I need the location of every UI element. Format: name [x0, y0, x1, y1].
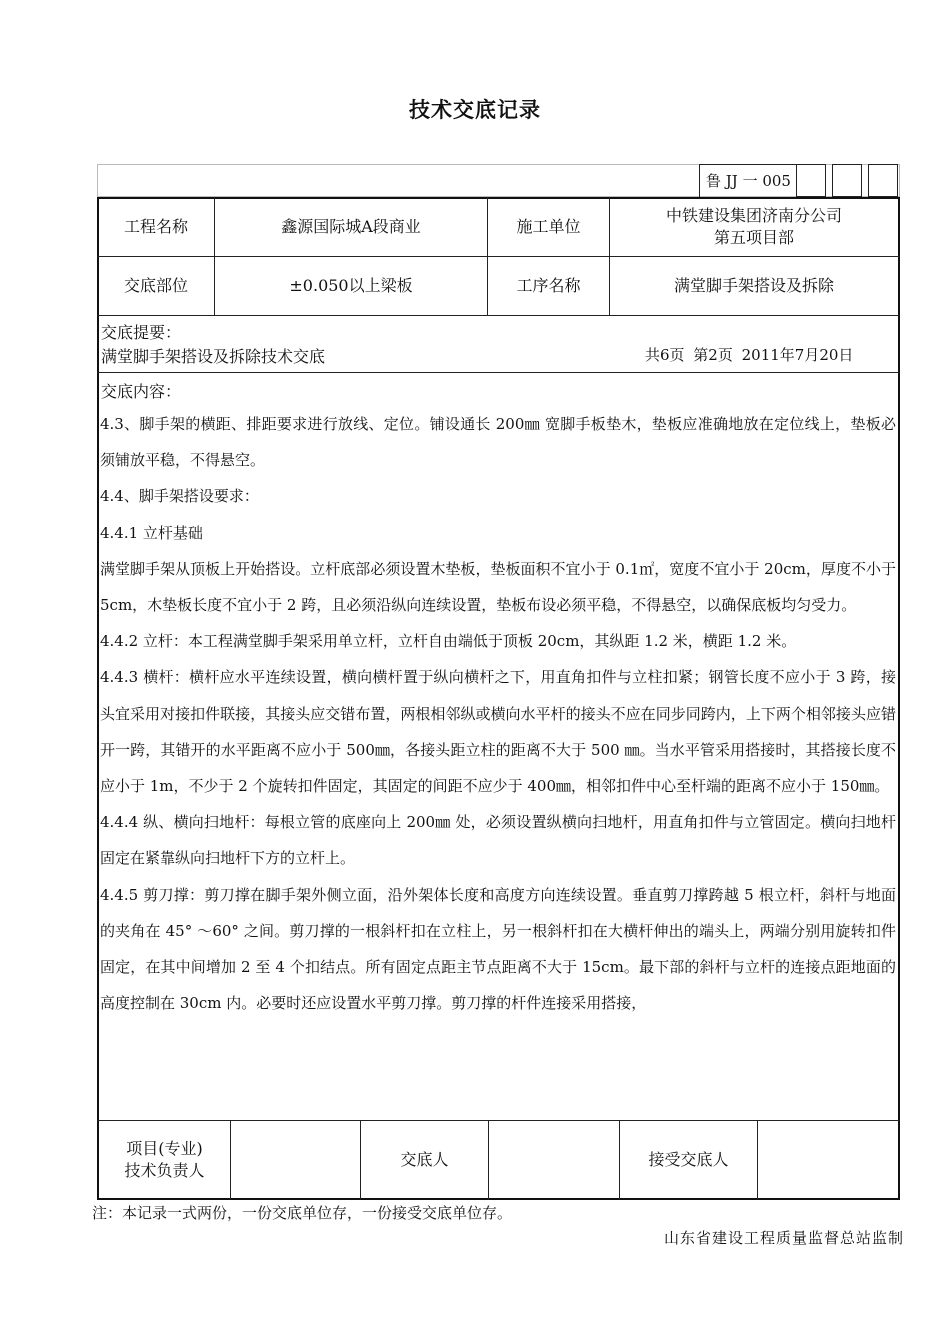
content-paragraph: 4.4.5 剪刀撑：剪刀撑在脚手架外侧立面，沿外架体长度和高度方向连续设置。垂直剪刀撑跨越 5 根立杆，斜杆与地面的夹角在 45° ～60° 之间。剪刀撑的一根斜杆扣在立柱上，另一根斜杆扣在大横杆伸出的端头上，两端分别用旋转扣件固定，在其中间增加 2 至 4 个扣结点。所有固定点距主节点距离不大于 15cm。最下部的斜杆与立杆的连接点距地面的高度控制在 30cm 内。必要时还应设置水平剪刀撑。剪刀撑的杆件连接采用搭接，	[100, 885, 896, 1013]
tech-lead-line-2: 技术负责人	[124, 1160, 205, 1180]
content-paragraph: 4.3、脚手架的横距、排距要求进行放线、定位。铺设通长 200㎜ 宽脚手板垫木，垫板应准确地放在定位线上，垫板必须铺放平稳，不得悬空。	[100, 415, 896, 470]
project-name-label: 工程名称	[123, 217, 188, 236]
code-box-3	[868, 164, 898, 197]
receiver-signature-field	[758, 1121, 898, 1198]
contractor-label: 施工单位	[516, 217, 581, 236]
form-code: 鲁 JJ 一 005	[699, 164, 796, 197]
content-body	[100, 406, 896, 1021]
content-paragraph: 满堂脚手架从顶板上开始搭设。立杆底部必须设置木垫板，垫板面积不宜小于 0.1㎡，宽度不宜小于 20cm，厚度不小于 5cm，木垫板长度不宜小于 2 跨，且必须沿纵向连续设置，垫板布设必须平稳，不得悬空，以确保底板均匀受力。	[100, 559, 896, 615]
content-label: 交底内容：	[101, 382, 182, 401]
code-box-2	[832, 164, 862, 197]
project-name-value: 鑫源国际城A段商业	[281, 217, 421, 236]
tech-lead-label	[99, 1121, 230, 1198]
summary-text: 满堂脚手架搭设及拆除技术交底	[101, 347, 326, 366]
contractor-line-1: 中铁建设集团济南分公司	[665, 206, 842, 225]
content-paragraph: 4.4.3 横杆：横杆应水平连续设置，横向横杆置于纵向横杆之下，用直角扣件与立柱扣紧；钢管长度不应小于 3 跨，接头宜采用对接扣件联接，其接头应交错布置，两根相邻纵或横向水平杆的接头不应在同步同跨内，上下两个相邻接头应错开一跨，其错开的水平距离不应小于 500㎜，各接头距立柱的距离不大于 500 ㎜。当水平管采用搭接时，其搭接长度不应小于 1m，不少于 2 个旋转扣件固定，其固定的间距不应少于 400㎜，相邻扣件中心至杆端的距离不应小于 150㎜。	[100, 668, 896, 796]
process-value: 满堂脚手架搭设及拆除	[673, 276, 834, 295]
contractor-value	[610, 198, 898, 256]
tech-lead-signature-field	[231, 1121, 360, 1198]
document-title: 技术交底记录	[409, 98, 541, 122]
publisher: 山东省建设工程质量监督总站监制	[663, 1229, 904, 1247]
receiver-label: 接受交底人	[648, 1149, 729, 1169]
tech-lead-line-1: 项目(专业)	[126, 1138, 203, 1158]
code-box-1	[796, 164, 826, 197]
row-divider	[97, 372, 900, 373]
content-paragraph: 4.4.4 纵、横向扫地杆：每根立管的底座向上 200㎜ 处，必须设置纵横向扫地杆，用直角扣件与立管固定。横向扫地杆固定在紧靠纵向扫地杆下方的立杆上。	[100, 813, 896, 868]
location-label: 交底部位	[123, 276, 188, 295]
summary-page-date: 共6页 第2页 2011年7月20日	[645, 346, 854, 364]
discloser-label: 交底人	[400, 1149, 449, 1169]
discloser-signature-field	[489, 1121, 619, 1198]
process-label: 工序名称	[516, 276, 581, 295]
footnote: 注：本记录一式两份，一份交底单位存，一份接受交底单位存。	[92, 1204, 513, 1222]
row-divider	[97, 315, 900, 316]
content-paragraph: 4.4、脚手架搭设要求：	[100, 487, 259, 506]
content-paragraph: 4.4.1 立杆基础	[100, 523, 203, 542]
contractor-line-2: 第五项目部	[713, 228, 794, 247]
summary-label: 交底提要：	[101, 323, 182, 342]
location-value: ±0.050以上梁板	[289, 276, 413, 295]
content-paragraph: 4.4.2 立杆：本工程满堂脚手架采用单立杆，立杆自由端低于顶板 20cm，其纵距 1.2 米，横距 1.2 米。	[100, 632, 797, 651]
